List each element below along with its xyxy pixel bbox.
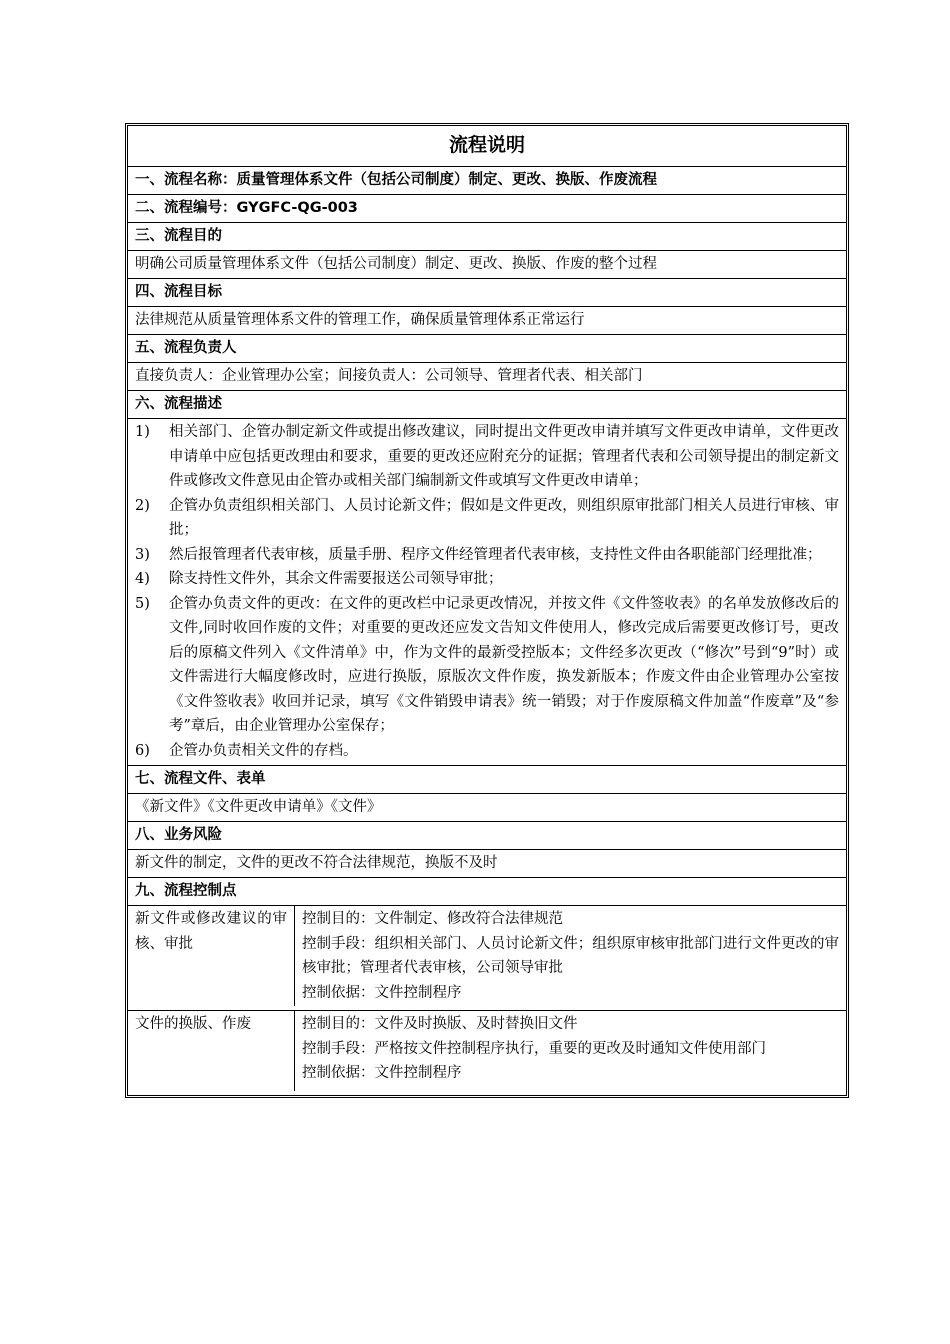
- list-item: [135, 739, 839, 764]
- list-item: [135, 567, 839, 592]
- item-text: 企管办负责文件的更改：在文件的更改栏中记录更改情况，并按文件《文件签收表》的名单发放修改后的文件,同时收回作废的文件；对重要的更改还应发文告知文件使用人，修改完成后需要更改修订号，更改后的原稿文件列入《文件清单》中，作为文件的最新受控版本；文件经多次更改（“修次”号到“9”时）或文件需进行大幅度修改时，应进行换版，原版次文件作废，换发新版本；作废文件由企业管理办公室按《文件签收表》收回并记录，填写《文件销毁申请表》统一销毁；对于作废原稿文件加盖“作废章”及“参考”章后，由企业管理办公室保存；: [169, 595, 839, 734]
- control-basis: 控制依据：文件控制程序: [302, 984, 462, 1001]
- item-number: 6): [135, 742, 150, 759]
- item-text: 企管办负责相关文件的存档。: [169, 742, 358, 759]
- description-list: [128, 418, 846, 765]
- item-number: 3): [135, 546, 150, 563]
- process-name: 一、流程名称：质量管理体系文件（包括公司制度）制定、更改、换版、作废流程: [128, 166, 846, 194]
- goal-text: 法律规范从质量管理体系文件的管理工作，确保质量管理体系正常运行: [128, 306, 846, 334]
- list-item: [135, 420, 839, 494]
- purpose-heading: 三、流程目的: [128, 222, 846, 250]
- control-means: 控制手段：严格按文件控制程序执行，重要的更改及时通知文件使用部门: [302, 1040, 766, 1057]
- item-number: 1): [135, 424, 150, 440]
- control-means: 控制手段：组织相关部门、人员讨论新文件；组织原审核审批部门进行文件更改的审核审批；管理者代表审核，公司领导审批: [302, 935, 839, 976]
- list-item: [135, 592, 839, 739]
- description-heading: 六、流程描述: [128, 390, 846, 418]
- item-number: 2): [135, 497, 150, 514]
- item-number: 4): [135, 571, 150, 587]
- control-point: 文件的换版、作废: [128, 1011, 295, 1091]
- purpose-text: 明确公司质量管理体系文件（包括公司制度）制定、更改、换版、作废的整个过程: [128, 250, 846, 278]
- control-details: [295, 1011, 846, 1095]
- risk-text: 新文件的制定，文件的更改不符合法律规范，换版不及时: [128, 849, 846, 877]
- item-text: 企管办负责组织相关部门、人员讨论新文件；假如是文件更改，则组织原审批部门相关人员进行审核、审批；: [169, 497, 839, 538]
- item-text: 除支持性文件外，其余文件需要报送公司领导审批；: [169, 571, 503, 587]
- control-basis: 控制依据：文件控制程序: [302, 1065, 462, 1081]
- item-number: 5): [135, 595, 150, 612]
- process-code: 二、流程编号：GYGFC-QG-003: [128, 194, 846, 222]
- control-point: 新文件或修改建议的审核、审批: [128, 906, 295, 1006]
- owner-text: 直接负责人：企业管理办公室；间接负责人：公司领导、管理者代表、相关部门: [128, 362, 846, 390]
- control-heading: 九、流程控制点: [128, 877, 846, 905]
- document-title: 流程说明: [448, 134, 525, 156]
- item-text: 相关部门、企管办制定新文件或提出修改建议，同时提出文件更改申请并填写文件更改申请单，文件更改申请单中应包括更改理由和要求，重要的更改还应附充分的证据；管理者代表和公司领导提出的制定新文件或修改文件意见由企管办或相关部门编制新文件或填写文件更改申请单；: [169, 424, 839, 489]
- risk-heading: 八、业务风险: [128, 821, 846, 849]
- control-purpose: 控制目的：文件及时换版、及时替换旧文件: [302, 1016, 578, 1032]
- control-row: [128, 905, 846, 1010]
- list-item: [135, 494, 839, 543]
- forms-text: 《新文件》《文件更改申请单》《文件》: [128, 793, 846, 821]
- control-details: [295, 906, 846, 1010]
- process-document: [125, 123, 849, 1098]
- control-row: [128, 1010, 846, 1095]
- forms-heading: 七、流程文件、表单: [128, 765, 846, 793]
- goal-heading: 四、流程目标: [128, 278, 846, 306]
- control-purpose: 控制目的：文件制定、修改符合法律规范: [302, 911, 563, 927]
- list-item: [135, 543, 839, 568]
- item-text: 然后报管理者代表审核，质量手册、程序文件经管理者代表审核，支持性文件由各职能部门经理批准；: [169, 546, 822, 563]
- owner-heading: 五、流程负责人: [128, 334, 846, 362]
